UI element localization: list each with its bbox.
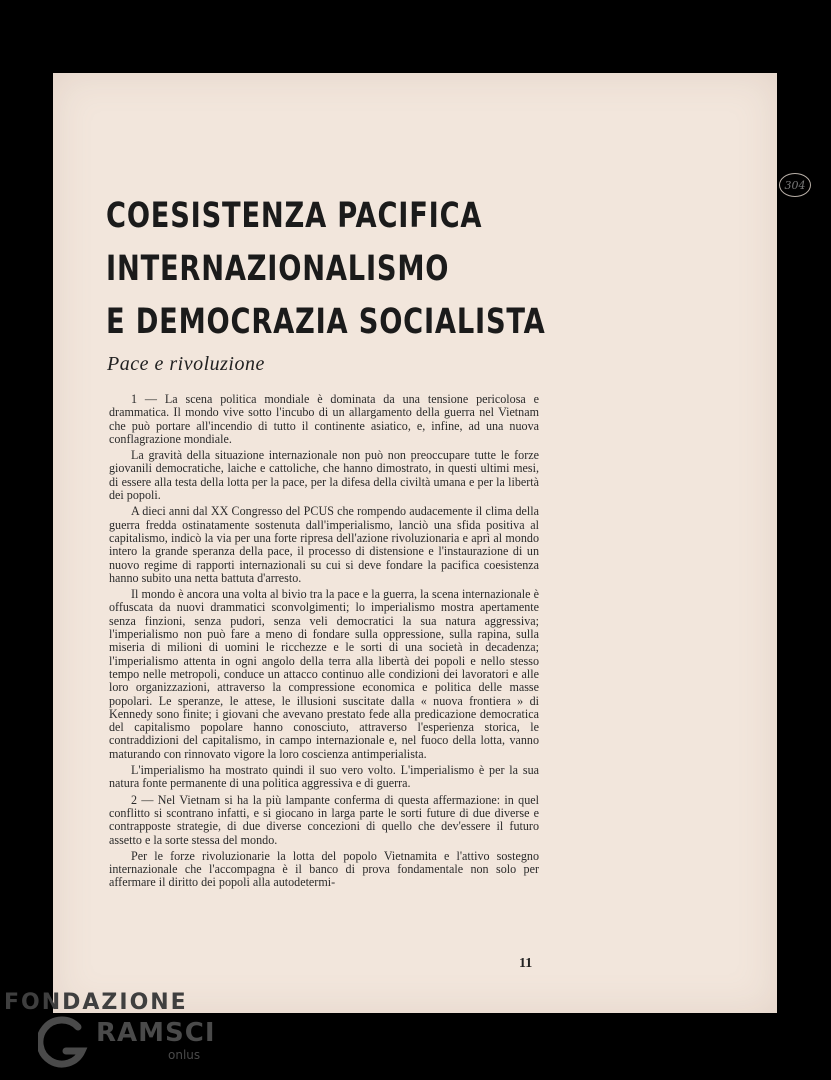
paragraph-3: A dieci anni dal XX Congresso del PCUS che rompendo audacemente il clima della guerra fredda ostinatamente sostenuta dall'imperialismo, lanciò una sfida positiva al capitalismo, indicò la via per una forte ripresa dell'azione rivoluzionaria e aprì al mondo intero la grande speranza della pace, il processo di distensione e l'instaurazione di un nuovo regime di rapporti internazionali su cui si deve fondare la pacifica coesistenza hanno subito una netta battuta d'arresto. — [109, 504, 539, 585]
title-line-2: INTERNAZIONALISMO — [106, 249, 450, 289]
archive-page-mark: 304 — [779, 173, 811, 197]
gramsci-g-logo-icon — [38, 1015, 88, 1071]
page-number: 11 — [519, 956, 533, 971]
section-subtitle: Pace e rivoluzione — [107, 353, 265, 375]
watermark-gramsci-text: RAMSCI — [96, 1018, 216, 1048]
paragraph-5: L'imperialismo ha mostrato quindi il suo vero volto. L'imperialismo è per la sua natura fonte permanente di una politica aggressiva e di guerra. — [109, 763, 539, 791]
paragraph-1: 1 — La scena politica mondiale è dominata da una tensione pericolosa e drammatica. Il mondo vive sotto l'incubo di un allargamento della guerra nel Vietnam che può portare all'incendio di tutto il continente asiatico, e, infine, ad una nuova conflagrazione mondiale. — [109, 392, 539, 446]
watermark-fondazione-text: FONDAZIONE — [4, 990, 188, 1015]
page-title — [106, 190, 546, 349]
paragraph-4: Il mondo è ancora una volta al bivio tra la pace e la guerra, la scena internazionale è offuscata da nuovi drammatici sconvolgimenti; lo imperialismo mostra apertamente senza finzioni, senza pudori, senza veli democratici la sua natura aggressiva; l'imperialismo non può fare a meno di fondare sulla oppressione, sulla rapina, sulla miseria di milioni di uomini le ricchezze e le sorti di una società in decadenza; l'imperialismo attenta in ogni angolo della terra alla libertà dei popoli e nello stesso tempo nelle metropoli, conduce un attacco continuo alle condizioni dei lavoratori e alle loro organizzazioni, attraverso la compressione economica e politica delle masse popolari. Le speranze, le attese, le illusioni suscitate dalla « nuova frontiera » di Kennedy sono finite; i giovani che avevano prestato fede alla predicazione democratica del capitalismo popolare hanno conosciuto, attraverso l'esperienza storica, le contraddizioni del capitalismo, in campo internazionale e, nel fuoco della lotta, vanno maturando con rinnovato vigore la loro coscienza antimperialista. — [109, 587, 539, 761]
title-line-3: E DEMOCRAZIA SOCIALISTA — [106, 302, 546, 342]
paragraph-6: 2 — Nel Vietnam si ha la più lampante conferma di questa affermazione: in quel conflitto si scontrano infatti, e si giocano in larga parte le sorti future di due diverse e contrapposte strategie, di due diverse concezioni di quello che dev'essere il futuro assetto e la sorte stessa del mondo. — [109, 792, 539, 847]
watermark-onlus-text: onlus — [168, 1048, 201, 1062]
article-body — [109, 393, 539, 893]
paragraph-2: La gravità della situazione internazionale non può non preoccupare tutte le forze giovanili democratiche, laiche e cattoliche, che hanno dimostrato, in questi ultimi mesi, di essere alla testa della lotta per la pace, per la difesa della civiltà umana e per la libertà dei popoli. — [109, 448, 539, 503]
watermark-logo — [38, 1015, 218, 1075]
paragraph-7: Per le forze rivoluzionarie la lotta del popolo Vietnamita e l'attivo sostegno internazionale che l'accompagna è il banco di prova fondamentale non solo per affermare il diritto dei popoli alla autodetermi- — [109, 848, 539, 890]
title-line-1: COESISTENZA PACIFICA — [106, 196, 483, 236]
